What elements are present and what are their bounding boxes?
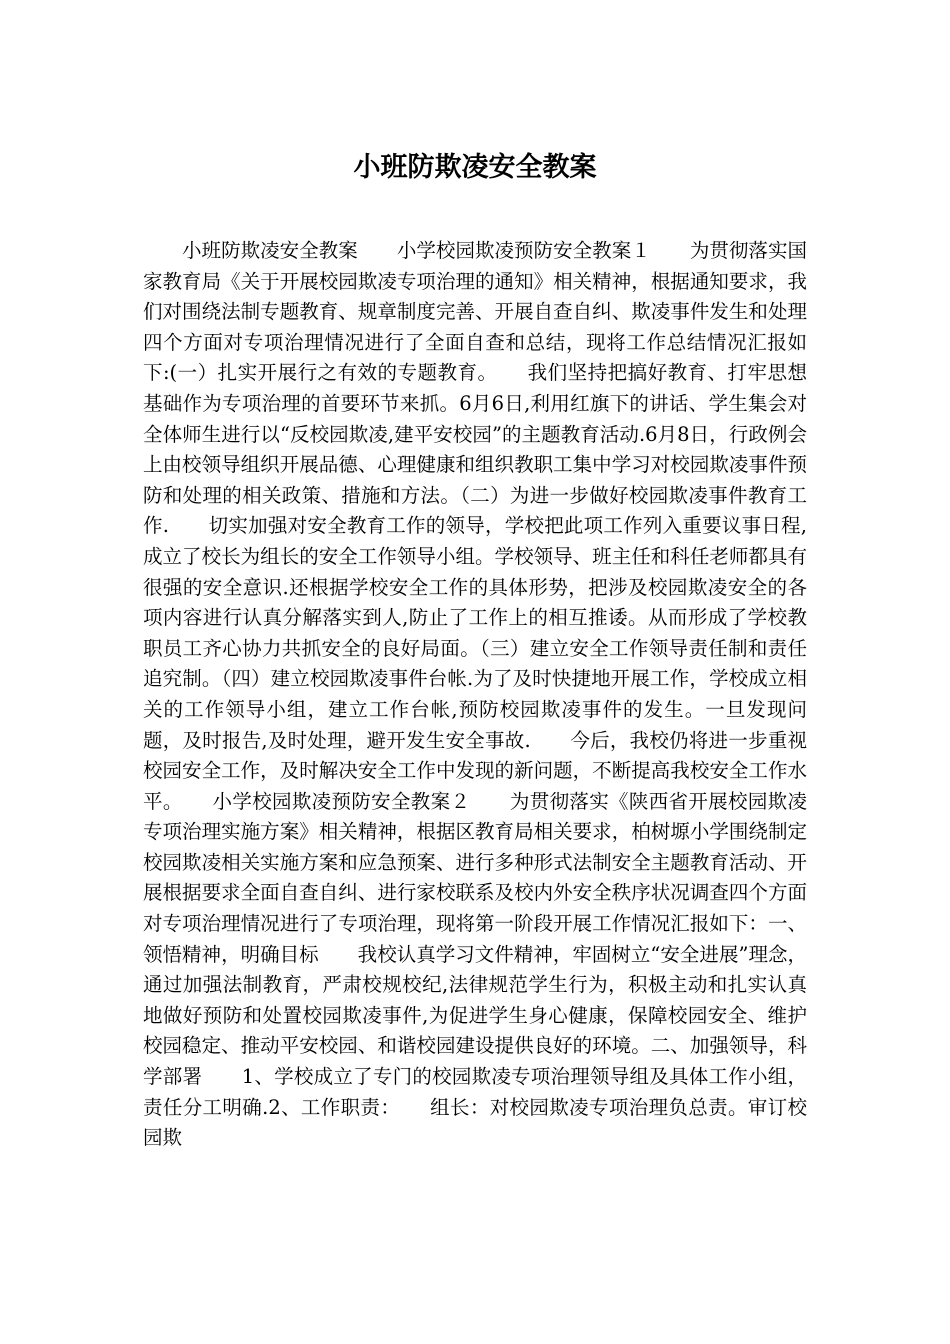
document-title: 小班防欺凌安全教案: [353, 152, 597, 183]
document-body-text: 小班防欺凌安全教案 小学校园欺凌预防安全教案１ 为贯彻落实国家教育局《关于开展校园欺凌专项治理的通知》相关精神，根据通知要求，我们对围绕法制专题教育、规章制度完善、开展自查自纠、欺凌事件发生和处理四个方面对专项治理情况进行了全面自查和总结，现将工作总结情况汇报如下:(一）扎实开展行之有效的专题教育。 我们坚持把搞好教育、打牢思想基础作为专项治理的首要环节来抓。6月6日,利用红旗下的讲话、学生集会对全体师生进行以“反校园欺凌,建平安校园”的主题教育活动.6月8日，行政例会上由校领导组织开展品德、心理健康和组织教职工集中学习对校园欺凌事件预防和处理的相关政策、措施和方法。（二）为进一步做好校园欺凌事件教育工作. 切实加强对安全教育工作的领导，学校把此项工作列入重要议事日程,成立了校长为组长的安全工作领导小组。学校领导、班主任和科任老师都具有很强的安全意识.还根据学校安全工作的具体形势，把涉及校园欺凌安全的各项内容进行认真分解落实到人,防止了工作上的相互推诿。从而形成了学校教职员工齐心协力共抓安全的良好局面。（三）建立安全工作领导责任制和责任追究制。（四）建立校园欺凌事件台帐.为了及时快捷地开展工作，学校成立相关的工作领导小组，建立工作台帐,预防校园欺凌事件的发生。一旦发现问题，及时报告,及时处理，避开发生安全事故. 今后，我校仍将进一步重视校园安全工作，及时解决安全工作中发现的新问题，不断提高我校安全工作水平。 小学校园欺凌预防安全教案２ 为贯彻落实《陕西省开展校园欺凌专项治理实施方案》相关精神，根据区教育局相关要求，柏树塬小学围绕制定校园欺凌相关实施方案和应急预案、进行多种形式法制安全主题教育活动、开展根据要求全面自查自纠、进行家校联系及校内外安全秩序状况调查四个方面对专项治理情况进行了专项治理，现将第一阶段开展工作情况汇报如下：一、领悟精神，明确目标 我校认真学习文件精神，牢固树立“安全进展”理念，通过加强法制教育，严肃校规校纪,法律规范学生行为，积极主动和扎实认真地做好预防和处置校园欺凌事件,为促进学生身心健康，保障校园安全、维护校园稳定、推动平安校园、和谐校园建设提供良好的环境。二、加强领导，科学部署 1、学校成立了专门的校园欺凌专项治理领导组及具体工作小组，责任分工明确.2、工作职责： 组长：对校园欺凌专项治理负总责。审订校园欺: [143, 239, 807, 1150]
